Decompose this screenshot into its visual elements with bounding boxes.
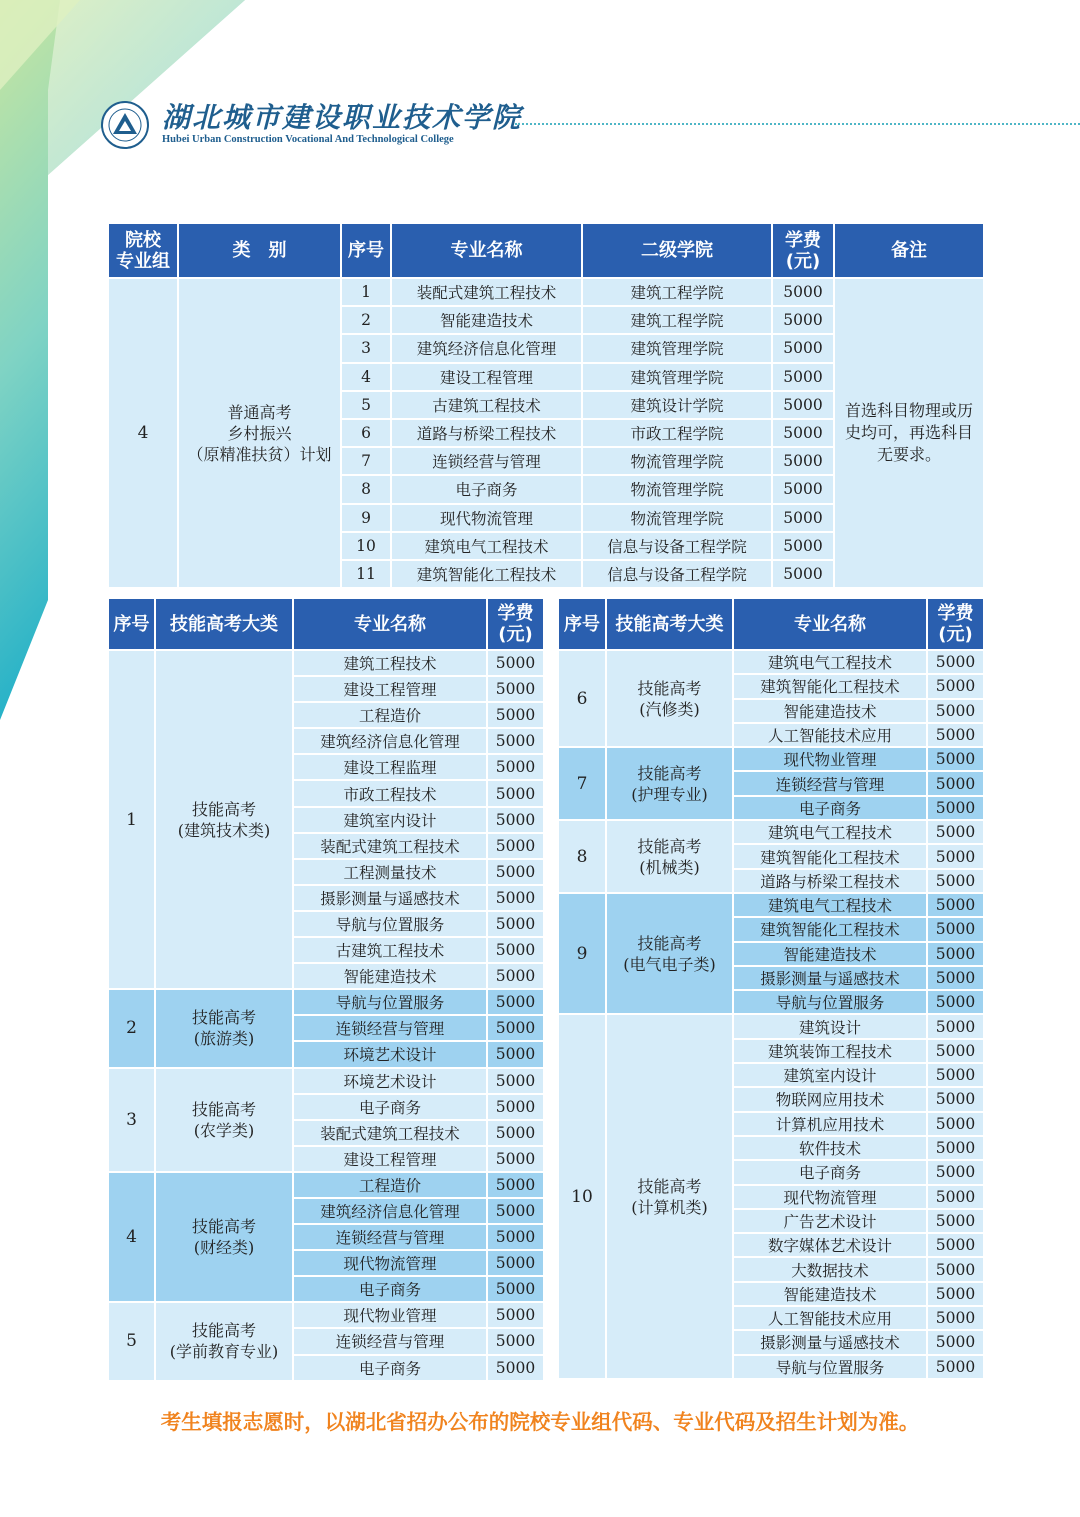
row-seq: 5 (341, 391, 391, 419)
header-school: 二级学院 (582, 223, 772, 278)
group-seq: 2 (108, 989, 155, 1067)
row-seq: 2 (341, 306, 391, 334)
fee-value: 5000 (487, 702, 544, 728)
group-seq: 3 (108, 1068, 155, 1172)
fee-value: 5000 (927, 917, 984, 941)
major-name: 装配式建筑工程技术 (293, 1120, 487, 1146)
fee-value: 5000 (772, 391, 834, 419)
fee-value: 5000 (487, 676, 544, 702)
fee-value: 5000 (487, 807, 544, 833)
major-name: 建设工程管理 (391, 363, 582, 391)
major-name: 现代物业管理 (733, 747, 927, 771)
fee-value: 5000 (487, 1302, 544, 1328)
major-name: 建筑智能化工程技术 (391, 560, 582, 588)
major-name: 导航与位置服务 (293, 989, 487, 1015)
major-name: 建设工程监理 (293, 754, 487, 780)
fee-value: 5000 (487, 1224, 544, 1250)
major-name: 装配式建筑工程技术 (293, 833, 487, 859)
fee-value: 5000 (487, 780, 544, 806)
header-fee: 学费 (元) (772, 223, 834, 278)
major-name: 软件技术 (733, 1136, 927, 1160)
fee-value: 5000 (927, 699, 984, 723)
school-name: 物流管理学院 (582, 475, 772, 503)
fee-value: 5000 (487, 833, 544, 859)
major-name: 人工智能技术应用 (733, 723, 927, 747)
major-name: 建筑电气工程技术 (733, 820, 927, 844)
major-name: 建设工程管理 (293, 676, 487, 702)
header-category: 类 别 (178, 223, 341, 278)
skill-category: 技能高考 (旅游类) (155, 989, 293, 1067)
fee-value: 5000 (927, 1014, 984, 1038)
fee-value: 5000 (487, 1146, 544, 1172)
fee-value: 5000 (772, 306, 834, 334)
fee-value: 5000 (927, 844, 984, 868)
major-name: 摄影测量与遥感技术 (733, 966, 927, 990)
major-name: 环境艺术设计 (293, 1041, 487, 1067)
school-name: 物流管理学院 (582, 447, 772, 475)
college-logo-icon (100, 100, 150, 150)
table-row (558, 820, 984, 844)
major-name: 建筑设计 (733, 1014, 927, 1038)
header-major: 专业名称 (733, 598, 927, 650)
row-seq: 7 (341, 447, 391, 475)
fee-value: 5000 (487, 1198, 544, 1224)
fee-value: 5000 (772, 532, 834, 560)
fee-value: 5000 (927, 1185, 984, 1209)
major-name: 工程造价 (293, 1172, 487, 1198)
fee-value: 5000 (927, 1136, 984, 1160)
table-row (108, 650, 544, 676)
header-seq: 序号 (108, 598, 155, 650)
college-name-en: Hubei Urban Construction Vocational And Technological College (162, 134, 454, 145)
major-name: 环境艺术设计 (293, 1068, 487, 1094)
skill-exam-table-right (557, 597, 985, 1380)
fee-value: 5000 (927, 1257, 984, 1281)
fee-value: 5000 (927, 650, 984, 674)
school-name: 建筑工程学院 (582, 278, 772, 306)
footer-notice: 考生填报志愿时，以湖北省招办公布的院校专业组代码、专业代码及招生计划为准。 (160, 1410, 920, 1434)
header-group: 院校 专业组 (108, 223, 178, 278)
school-name: 市政工程学院 (582, 419, 772, 447)
header-major: 专业名称 (391, 223, 582, 278)
fee-value: 5000 (487, 937, 544, 963)
fee-value: 5000 (487, 1120, 544, 1146)
school-name: 建筑管理学院 (582, 334, 772, 362)
major-name: 建筑工程技术 (293, 650, 487, 676)
fee-value: 5000 (927, 1282, 984, 1306)
fee-value: 5000 (927, 942, 984, 966)
fee-value: 5000 (487, 989, 544, 1015)
table-row (558, 650, 984, 674)
header-fee: 学费 (元) (487, 598, 544, 650)
major-name: 建筑经济信息化管理 (391, 334, 582, 362)
major-name: 连锁经营与管理 (293, 1224, 487, 1250)
school-name: 建筑管理学院 (582, 363, 772, 391)
major-name: 电子商务 (293, 1094, 487, 1120)
fee-value: 5000 (927, 1063, 984, 1087)
rural-revitalization-table (107, 222, 985, 589)
fee-value: 5000 (772, 475, 834, 503)
major-name: 古建筑工程技术 (293, 937, 487, 963)
major-name: 智能建造技术 (733, 699, 927, 723)
skill-category: 技能高考 (计算机类) (606, 1014, 733, 1378)
table-row (558, 893, 984, 917)
fee-value: 5000 (487, 728, 544, 754)
fee-value: 5000 (927, 990, 984, 1014)
group-seq: 7 (558, 747, 606, 820)
major-name: 现代物流管理 (733, 1185, 927, 1209)
major-name: 建筑室内设计 (733, 1063, 927, 1087)
fee-value: 5000 (927, 1209, 984, 1233)
skill-category: 技能高考 (农学类) (155, 1068, 293, 1172)
major-name: 道路与桥梁工程技术 (391, 419, 582, 447)
header-category: 技能高考大类 (606, 598, 733, 650)
note-cell: 首选科目物理或历史均可，再选科目无要求。 (834, 278, 984, 588)
header-note: 备注 (834, 223, 984, 278)
school-name: 信息与设备工程学院 (582, 560, 772, 588)
fee-value: 5000 (927, 1087, 984, 1111)
major-name: 建筑智能化工程技术 (733, 844, 927, 868)
major-name: 建筑智能化工程技术 (733, 917, 927, 941)
major-name: 古建筑工程技术 (391, 391, 582, 419)
major-name: 现代物业管理 (293, 1302, 487, 1328)
row-seq: 9 (341, 504, 391, 532)
college-name-cn: 湖北城市建设职业技术学院 (162, 101, 523, 134)
major-name: 智能建造技术 (391, 306, 582, 334)
skill-category: 技能高考 (机械类) (606, 820, 733, 893)
row-seq: 4 (341, 363, 391, 391)
header-fee: 学费 (元) (927, 598, 984, 650)
fee-value: 5000 (927, 1330, 984, 1354)
skill-category: 技能高考 (电气电子类) (606, 893, 733, 1014)
major-name: 导航与位置服务 (733, 990, 927, 1014)
fee-value: 5000 (772, 334, 834, 362)
major-name: 数字媒体艺术设计 (733, 1233, 927, 1257)
fee-value: 5000 (927, 1160, 984, 1184)
table-row (108, 1068, 544, 1094)
major-name: 电子商务 (391, 475, 582, 503)
major-name: 智能建造技术 (733, 942, 927, 966)
skill-category: 技能高考 (财经类) (155, 1172, 293, 1302)
major-name: 道路与桥梁工程技术 (733, 869, 927, 893)
fee-value: 5000 (487, 1015, 544, 1041)
major-name: 工程造价 (293, 702, 487, 728)
header-seq: 序号 (558, 598, 606, 650)
school-name: 信息与设备工程学院 (582, 532, 772, 560)
skill-category: 技能高考 (学前教育专业) (155, 1302, 293, 1380)
major-name: 现代物流管理 (391, 504, 582, 532)
group-seq: 5 (108, 1302, 155, 1380)
header-major: 专业名称 (293, 598, 487, 650)
group-seq: 9 (558, 893, 606, 1014)
fee-value: 5000 (772, 504, 834, 532)
fee-value: 5000 (772, 560, 834, 588)
major-name: 建筑装饰工程技术 (733, 1039, 927, 1063)
major-name: 现代物流管理 (293, 1250, 487, 1276)
major-name: 大数据技术 (733, 1257, 927, 1281)
major-name: 建筑室内设计 (293, 807, 487, 833)
fee-value: 5000 (487, 911, 544, 937)
fee-value: 5000 (487, 1094, 544, 1120)
fee-value: 5000 (487, 1041, 544, 1067)
fee-value: 5000 (927, 1112, 984, 1136)
major-name: 摄影测量与遥感技术 (293, 885, 487, 911)
fee-value: 5000 (927, 747, 984, 771)
major-name: 建筑经济信息化管理 (293, 1198, 487, 1224)
major-name: 连锁经营与管理 (733, 771, 927, 795)
fee-value: 5000 (927, 771, 984, 795)
skill-exam-table-left (107, 597, 545, 1382)
major-name: 智能建造技术 (733, 1282, 927, 1306)
table-row (558, 747, 984, 771)
row-seq: 10 (341, 532, 391, 560)
table-row (108, 278, 984, 306)
row-seq: 11 (341, 560, 391, 588)
fee-value: 5000 (487, 885, 544, 911)
skill-category: 技能高考 (汽修类) (606, 650, 733, 747)
major-name: 建筑电气工程技术 (391, 532, 582, 560)
group-seq: 8 (558, 820, 606, 893)
fee-value: 5000 (487, 1172, 544, 1198)
fee-value: 5000 (927, 1355, 984, 1379)
fee-value: 5000 (772, 447, 834, 475)
fee-value: 5000 (927, 1306, 984, 1330)
fee-value: 5000 (927, 966, 984, 990)
group-seq: 1 (108, 650, 155, 989)
major-name: 连锁经营与管理 (391, 447, 582, 475)
row-seq: 6 (341, 419, 391, 447)
school-name: 物流管理学院 (582, 504, 772, 532)
row-seq: 1 (341, 278, 391, 306)
fee-value: 5000 (927, 1039, 984, 1063)
fee-value: 5000 (487, 754, 544, 780)
major-name: 广告艺术设计 (733, 1209, 927, 1233)
fee-value: 5000 (927, 893, 984, 917)
fee-value: 5000 (487, 1276, 544, 1302)
major-name: 建筑电气工程技术 (733, 650, 927, 674)
fee-value: 5000 (927, 723, 984, 747)
row-seq: 3 (341, 334, 391, 362)
major-name: 装配式建筑工程技术 (391, 278, 582, 306)
header-category: 技能高考大类 (155, 598, 293, 650)
header-seq: 序号 (341, 223, 391, 278)
group-seq: 6 (558, 650, 606, 747)
fee-value: 5000 (927, 796, 984, 820)
header-dotted-rule (515, 123, 1080, 125)
skill-category: 技能高考 (建筑技术类) (155, 650, 293, 989)
major-name: 物联网应用技术 (733, 1087, 927, 1111)
table-row (108, 989, 544, 1015)
major-name: 工程测量技术 (293, 859, 487, 885)
group-seq: 10 (558, 1014, 606, 1378)
major-name: 计算机应用技术 (733, 1112, 927, 1136)
major-name: 电子商务 (733, 796, 927, 820)
fee-value: 5000 (927, 820, 984, 844)
table-row (108, 1302, 544, 1328)
major-name: 导航与位置服务 (293, 911, 487, 937)
major-name: 人工智能技术应用 (733, 1306, 927, 1330)
major-name: 导航与位置服务 (733, 1355, 927, 1379)
major-name: 智能建造技术 (293, 963, 487, 989)
major-name: 电子商务 (293, 1355, 487, 1381)
fee-value: 5000 (487, 859, 544, 885)
fee-value: 5000 (487, 1068, 544, 1094)
category-cell: 普通高考 乡村振兴 （原精准扶贫）计划 (178, 278, 341, 588)
major-name: 市政工程技术 (293, 780, 487, 806)
skill-category: 技能高考 (护理专业) (606, 747, 733, 820)
fee-value: 5000 (927, 869, 984, 893)
fee-value: 5000 (487, 1355, 544, 1381)
school-name: 建筑工程学院 (582, 306, 772, 334)
fee-value: 5000 (487, 650, 544, 676)
major-name: 连锁经营与管理 (293, 1015, 487, 1041)
school-name: 建筑设计学院 (582, 391, 772, 419)
fee-value: 5000 (772, 363, 834, 391)
fee-value: 5000 (487, 1328, 544, 1354)
major-name: 电子商务 (293, 1276, 487, 1302)
major-name: 摄影测量与遥感技术 (733, 1330, 927, 1354)
fee-value: 5000 (927, 1233, 984, 1257)
major-name: 连锁经营与管理 (293, 1328, 487, 1354)
major-name: 电子商务 (733, 1160, 927, 1184)
fee-value: 5000 (487, 963, 544, 989)
major-name: 建设工程管理 (293, 1146, 487, 1172)
table-row (558, 1014, 984, 1038)
group-number: 4 (108, 278, 178, 588)
row-seq: 8 (341, 475, 391, 503)
major-name: 建筑电气工程技术 (733, 893, 927, 917)
fee-value: 5000 (772, 419, 834, 447)
fee-value: 5000 (487, 1250, 544, 1276)
fee-value: 5000 (772, 278, 834, 306)
table-row (108, 1172, 544, 1198)
major-name: 建筑经济信息化管理 (293, 728, 487, 754)
fee-value: 5000 (927, 674, 984, 698)
group-seq: 4 (108, 1172, 155, 1302)
major-name: 建筑智能化工程技术 (733, 674, 927, 698)
